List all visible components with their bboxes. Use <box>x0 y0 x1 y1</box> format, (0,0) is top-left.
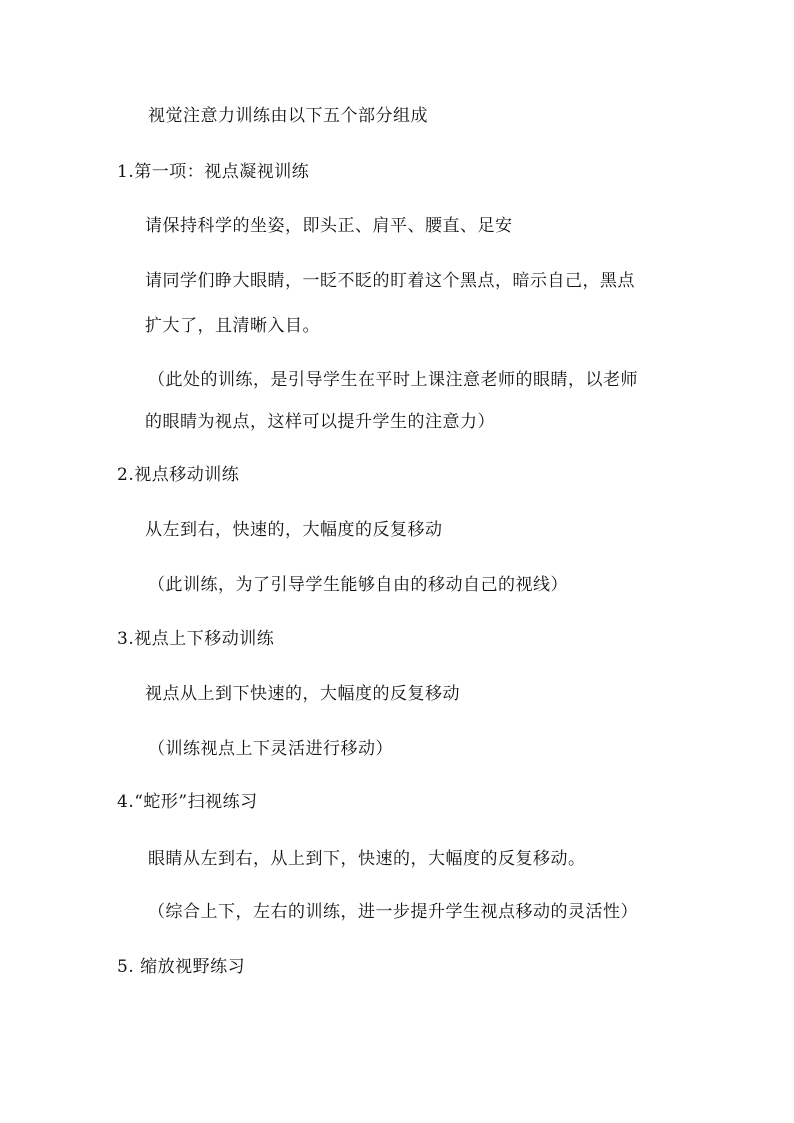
section-4-heading: 4.“蛇形”扫视练习 <box>117 792 258 812</box>
section-1-paragraph-2-line-2: 扩大了，且清晰入目。 <box>145 316 320 336</box>
section-1-note-line-1: （此处的训练，是引导学生在平时上课注意老师的眼睛，以老师 <box>148 370 638 390</box>
document-intro: 视觉注意力训练由以下五个部分组成 <box>148 106 428 126</box>
section-4-note: （综合上下，左右的训练，进一步提升学生视点移动的灵活性） <box>148 902 638 922</box>
section-1-paragraph-2-line-1: 请同学们睁大眼睛，一眨不眨的盯着这个黑点，暗示自己，黑点 <box>145 271 635 291</box>
section-2-note: （此训练，为了引导学生能够自由的移动自己的视线） <box>148 575 568 595</box>
section-3-heading: 3.视点上下移动训练 <box>117 629 275 649</box>
section-1-paragraph-1: 请保持科学的坐姿，即头正、肩平、腰直、足安 <box>145 216 513 236</box>
section-3-paragraph-1: 视点从上到下快速的，大幅度的反复移动 <box>145 684 460 704</box>
section-3-note: （训练视点上下灵活进行移动） <box>148 739 393 759</box>
section-5-heading: 5. 缩放视野练习 <box>117 957 246 977</box>
section-1-heading: 1.第一项：视点凝视训练 <box>117 162 310 182</box>
section-4-paragraph-1: 眼睛从左到右，从上到下，快速的，大幅度的反复移动。 <box>148 849 586 869</box>
section-1-note-line-2: 的眼睛为视点，这样可以提升学生的注意力） <box>145 412 495 432</box>
section-2-paragraph-1: 从左到右，快速的，大幅度的反复移动 <box>145 520 443 540</box>
section-2-heading: 2.视点移动训练 <box>117 465 240 485</box>
